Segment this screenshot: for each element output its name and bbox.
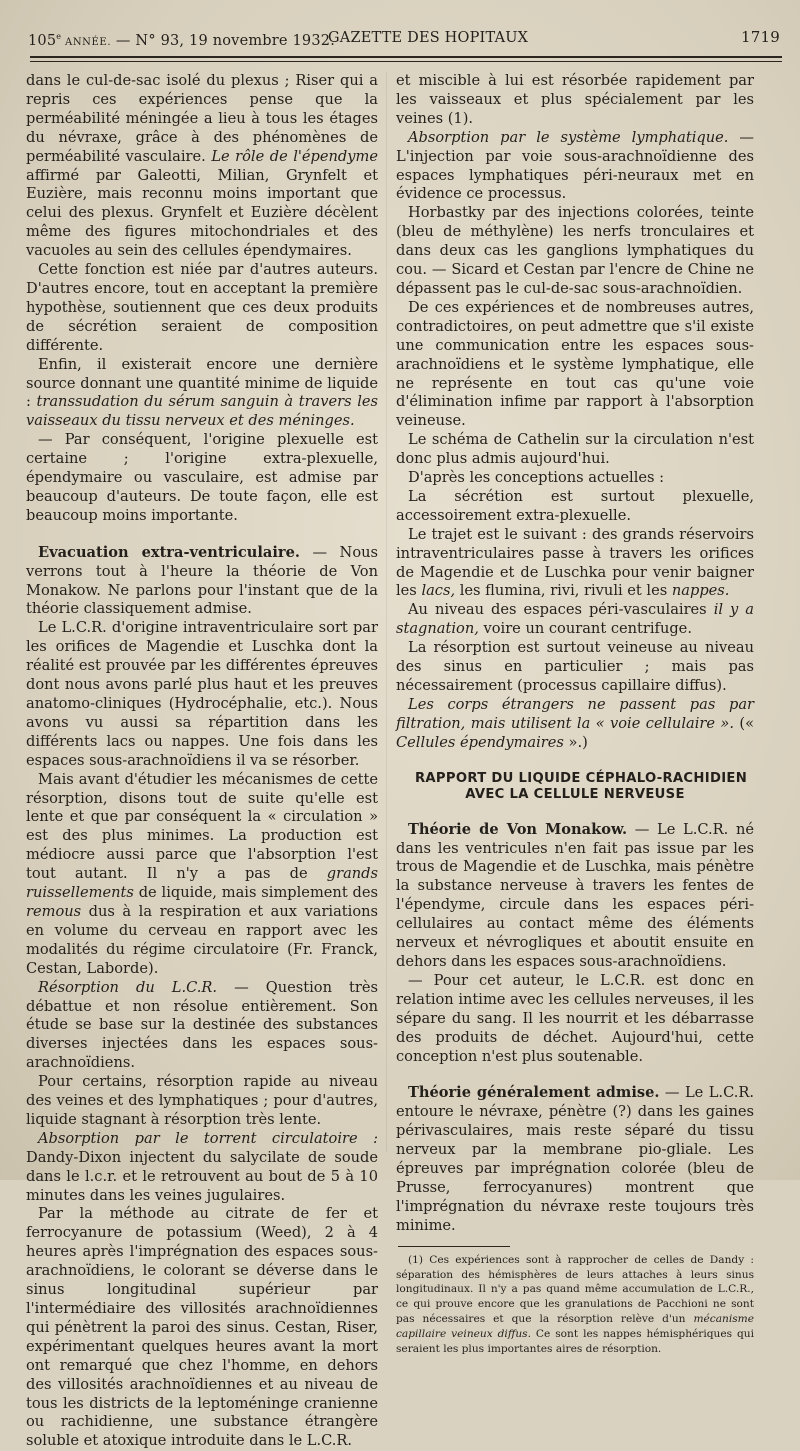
text-run: — Le L.C.R. né dans les ventricules n'en fait pas issue par les trous de Magendie et de Luschka, mais pénètre la substance nerveuse à travers les fentes de l'épendyme, circule dans les espaces péri-cellulaires au contact même des éléments nerveux et névrogliques et aboutit ensuite en dehors dans les espaces sous-arachnoïdiens.	[396, 820, 754, 970]
footnote	[396, 1253, 754, 1357]
text-run: voire un courant centrifuge.	[478, 620, 692, 638]
header-rule-thick	[30, 56, 782, 58]
italic-run: Le rôle de l'épendyme	[211, 147, 378, 165]
text-run: Le trajet est le suivant : des grands réservoirs intraventriculaires passe à travers les orifices de Magendie et de Luschka pour venir baigner les	[396, 525, 754, 600]
italic-run: transsudation du sérum sanguin à travers les vaisseaux du tissu nerveux et des méninges.	[26, 393, 378, 430]
section-title-line: AVEC LA CELLULE NERVEUSE	[465, 786, 685, 802]
text-run: — Nous verrons tout à l'heure la théorie de Von Monakow. Ne parlons pour l'instant que de la théorie classiquement admise.	[26, 543, 378, 618]
page-number: 1719	[741, 28, 780, 46]
subsection-title: Evacuation extra-ventriculaire.	[38, 543, 300, 561]
text-run: ».)	[563, 733, 588, 751]
spacer	[396, 1066, 754, 1084]
paragraph: Le schéma de Cathelin sur la circulation n'est donc plus admis aujourd'hui.	[396, 431, 754, 468]
paragraph	[26, 72, 378, 261]
text-run: — L'injection par voie sous-arachnoïdienne des espaces lymphatiques péri-neuraux met en évidence ce processus.	[396, 128, 755, 203]
paragraph: Pour certains, résorption rapide au niveau des veines et des lymphatiques ; pour d'autres, liquide stagnant à résorption très lente.	[26, 1073, 378, 1128]
italic-run: remous	[26, 902, 82, 920]
journal-title: GAZETTE DES HOPITAUX	[328, 30, 529, 46]
right-column	[396, 72, 754, 1357]
section-title	[396, 771, 754, 803]
year-number: 105	[28, 32, 57, 49]
text-run: dus à la respiration et aux variations en volume du cerveau en rapport avec les modalités du régime circulatoire (Fr. Franck, Cestan, Laborde).	[26, 902, 378, 977]
text-run: Ce sont les nappes hémisphériques qui seraient les plus importantes aires de résorption.	[396, 1328, 754, 1356]
issue-info	[28, 32, 335, 49]
italic-run: Résorption du L.C.R.	[38, 978, 218, 996]
text-run: («	[733, 714, 755, 732]
column-separator	[386, 72, 387, 1152]
subsection-title: Théorie de Von Monakow.	[408, 820, 628, 838]
paragraph	[26, 771, 378, 979]
italic-run: il y a stagnation,	[396, 601, 754, 638]
paragraph: La résorption est surtout veineuse au niveau des sinus en particulier ; mais pas nécessairement (processus capillaire diffus).	[396, 639, 754, 694]
text-run: — Question très débattue et non résolue entièrement. Son étude se base sur la destinée des substances diverses injectées dans les espaces sous-arachnoïdiens.	[26, 978, 378, 1072]
paragraph	[396, 601, 754, 639]
italic-run: Cellules épendymaires	[396, 733, 564, 751]
paragraph	[396, 696, 754, 753]
paragraph: La sécrétion est surtout plexuelle, accessoirement extra-plexuelle.	[396, 487, 754, 524]
text-run: affirmé par Galeotti, Milian, Grynfelt et Euzière, mais reconnu moins important que celui des plexus. Grynfelt et Euzière décèlent même des figures mitochondriales et des vacuoles au sein des cellules épendymaires.	[26, 166, 378, 260]
italic-run: lacs,	[421, 582, 456, 600]
paragraph: D'après les conceptions actuelles :	[408, 469, 665, 487]
paragraph: Horbastky par des injections colorées, teinte (bleu de méthylène) les nerfs tronculaires et dans deux cas les ganglions lymphatiques du cou. — Sicard et Cestan par l'encre de Chine ne dépassent pas le cul-de-sac sous-arachnoïdien.	[396, 204, 754, 297]
text-run: de liquide, mais simplement des	[133, 884, 378, 902]
italic-run: Absorption par le torrent circulatoire :	[38, 1129, 378, 1147]
text-run: Dandy-Dixon injectent du salycilate de soude dans le l.c.r. et le retrouvent au bout de 5 à 10 minutes dans les veines jugulaires.	[26, 1148, 378, 1204]
italic-run: grands ruissellements	[26, 865, 378, 902]
paragraph: Par la méthode au citrate de fer et ferrocyanure de potassium (Weed), 2 à 4 heures après l'imprégnation des espaces sous-arachnoïdiens, le colorant se déverse dans le sinus longitudinal supérieur par l'intermédiaire des villosités arachnoïdiennes qui pénètrent la paroi des sinus. Cestan, Riser, expérimentant quelques heures avant la mort ont remarqué que chez l'homme, en dehors des villosités arachnoïdiennes et au niveau de tous les districts de la leptoméninge cranienne ou rachidienne, une substance étrangère soluble et atoxique introduite dans le L.C.R.	[26, 1205, 378, 1450]
header-rule-thin	[30, 61, 782, 62]
italic-run: mécanisme capillaire veineux diffus.	[396, 1313, 754, 1341]
spacer	[396, 753, 754, 771]
text-run: les flumina, rivi, rivuli et les	[455, 582, 672, 600]
text-run: (1) Ces expériences sont à rapprocher de celles de Dandy : séparation des hémisphères de leurs attaches à leurs sinus longitudinaux. Il n'y a pas quand même accumulation de L.C.R., ce qui prouve encore que les granulations de Pacchioni ne sont pas nécessaires et que la résorption relève d'un	[396, 1253, 754, 1326]
text-run: dans le cul-de-sac isolé du plexus ; Riser qui a repris ces expériences pense que la perméabilité méningée a lieu à tous les étages du névraxe, grâce à des phénomènes de perméabilité vasculaire.	[26, 72, 378, 165]
paragraph	[396, 821, 754, 972]
paragraph	[396, 526, 754, 602]
text-run: Enfin, il existerait encore une dernière source donnant une quantité minime de liquide :	[26, 355, 378, 411]
spacer	[26, 526, 378, 544]
paragraph	[26, 1130, 378, 1206]
italic-run: nappes.	[671, 582, 730, 600]
paragraph: Le L.C.R. d'origine intraventriculaire sort par les orifices de Magendie et Luschka dont la réalité est prouvée par les différentes épreuves dont nous avons parlé plus haut et les preuves anatomo-cliniques (Hydrocéphalie, etc.). Nous avons vu aussi sa répartition dans les différents lacs ou nappes. Une fois dans les espaces sous-arachnoïdiens il va se résorber.	[26, 619, 378, 769]
section-title-line: RAPPORT DU LIQUIDE CÉPHALO-RACHIDIEN	[414, 770, 748, 786]
issue-date: — N° 93, 19 novembre 1932.	[111, 32, 336, 49]
subsection-title: Théorie généralement admise.	[408, 1084, 660, 1102]
italic-run: Absorption par le système lymphatique.	[408, 128, 729, 146]
paragraph: De ces expériences et de nombreuses autres, contradictoires, on peut admettre que s'il existe une communication entre les espaces sous-arachnoïdiens et le système lymphatique, elle ne représente en tout cas qu'une voie d'élimination infime par rapport à l'absorption veineuse.	[396, 298, 754, 430]
left-column	[26, 72, 378, 1451]
paragraph	[26, 979, 378, 1074]
paragraph: — Par conséquent, l'origine plexuelle est certaine ; l'origine extra-plexuelle, épendymaire ou vasculaire, est admise par beaucoup d'auteurs. De toute façon, elle est beaucoup moins importante.	[26, 431, 378, 524]
text-run: Au niveau des espaces péri-vasculaires	[408, 601, 714, 619]
text-run: — Le L.C.R. entoure le névraxe, pénètre (?) dans les gaines périvasculaires, mais reste séparé du tissu nerveux par la membrane pio-gliale. Les épreuves par imprégnation colorée (bleu de Prusse, ferrocyanures) montrent que l'imprégnation du névraxe reste toujours très minime.	[396, 1084, 754, 1234]
paragraph	[396, 1084, 754, 1235]
spacer	[396, 803, 754, 821]
text-run: Mais avant d'étudier les mécanismes de cette résorption, disons tout de suite qu'elle est lente et que par conséquent la « circulation » est des plus minimes. La production est médiocre aussi parce que l'absorption l'est tout autant. Il n'y a pas de	[26, 770, 378, 883]
paragraph: Cette fonction est niée par d'autres auteurs. D'autres encore, tout en acceptant la première hypothèse, soutiennent que ces deux produits de sécrétion seraient de composition différente.	[26, 261, 378, 354]
year-suffix: e	[56, 32, 62, 41]
paragraph	[26, 544, 378, 620]
paragraph	[396, 129, 754, 205]
footnote-rule	[398, 1246, 510, 1247]
italic-run: Les corps étrangers ne passent pas par filtration, mais utilisent la « voie cellulaire ».	[396, 695, 754, 732]
paragraph: — Pour cet auteur, le L.C.R. est donc en relation intime avec les cellules nerveuses, il les sépare du sang. Il les nourrit et les débarrasse des produits de déchet. Aujourd'hui, cette conception n'est plus soutenable.	[396, 971, 754, 1065]
year-label: ANNÉE.	[61, 36, 112, 48]
paragraph: et miscible à lui est résorbée rapidement par les vaisseaux et plus spécialement par les veines (1).	[396, 72, 754, 127]
paragraph	[26, 356, 378, 432]
running-header	[28, 26, 780, 52]
